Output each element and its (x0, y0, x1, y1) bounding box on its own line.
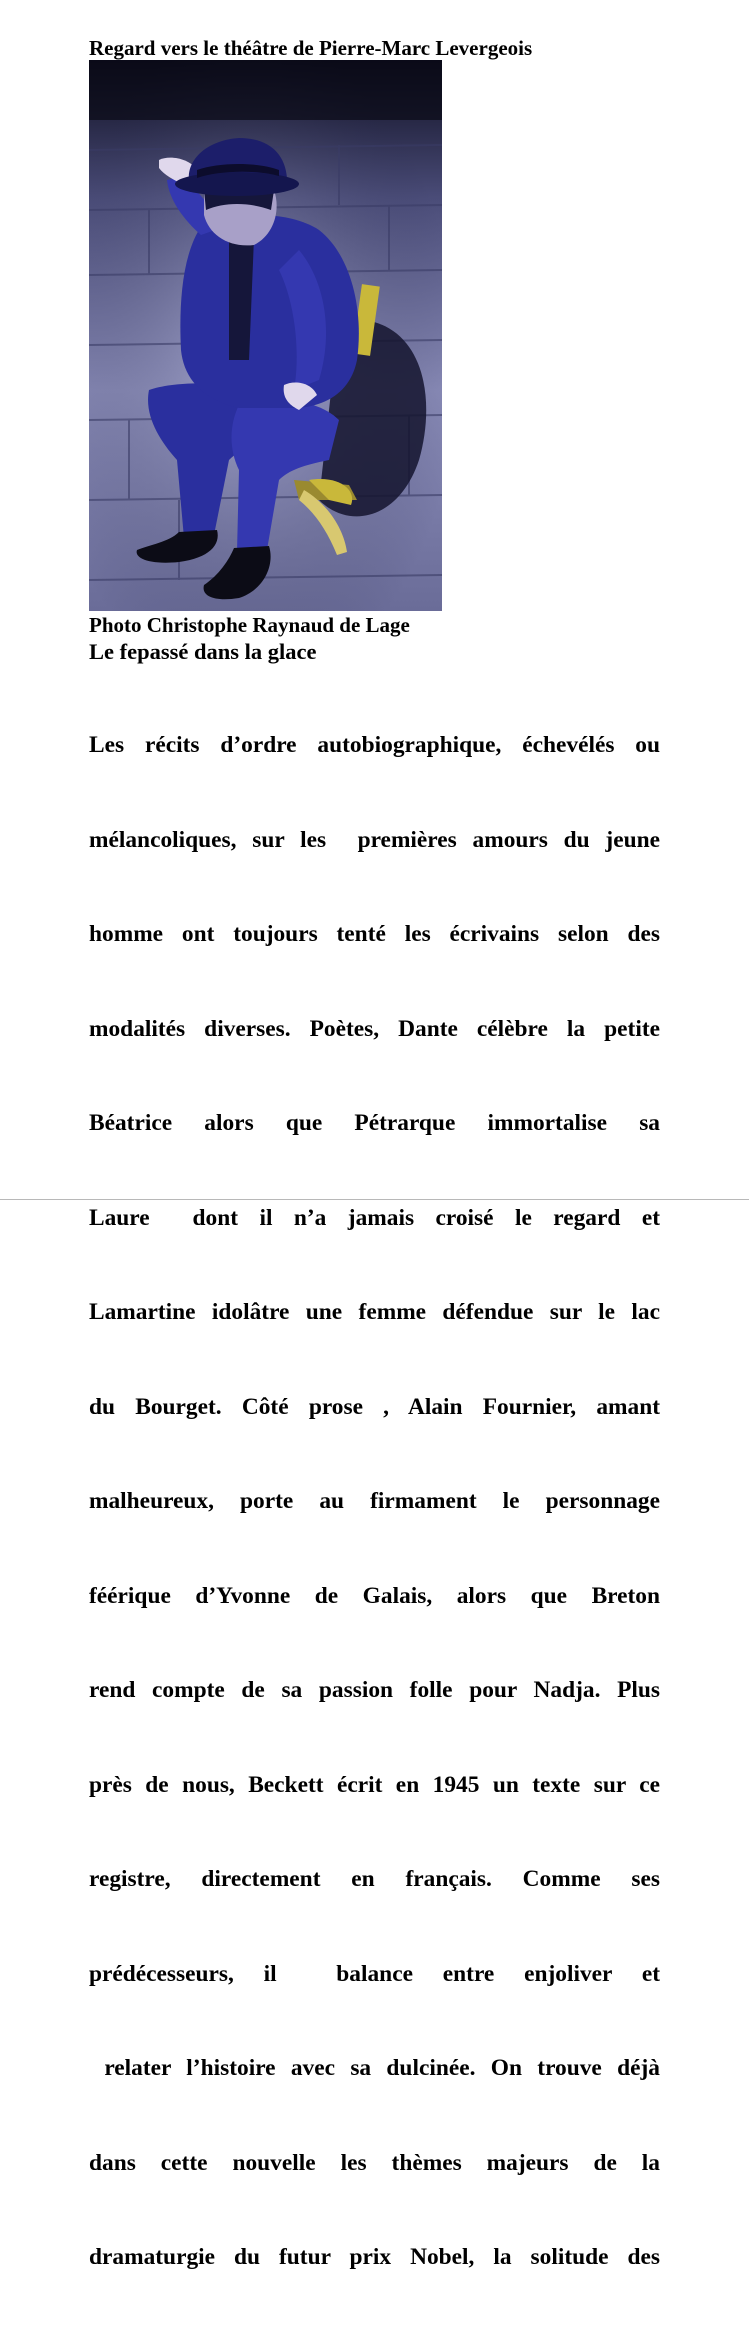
body-line: dans cette nouvelle les thèmes majeurs de la (89, 2149, 660, 2176)
body-line: modalités diverses. Poètes, Dante célèbre la petite (89, 1015, 660, 1042)
article-subtitle: Le fepassé dans la glace (89, 639, 317, 664)
body-line: mélancoliques, sur les premières amours du jeune (89, 826, 660, 853)
body-line: malheureux, porte au firmament le personnage (89, 1488, 660, 1514)
body-line: prédécesseurs, il balance entre enjoliver et (89, 1960, 660, 1987)
body-line: du Bourget. Côté prose , Alain Fournier, amant (89, 1393, 660, 1420)
body-line: Laure dont il n’a jamais croisé le regard et (89, 1204, 660, 1231)
body-line: dramaturgie du futur prix Nobel, la solitude des (89, 2244, 660, 2270)
man-seated-photo-image (89, 60, 442, 611)
body-line: registre, directement en français. Comme ses (89, 1866, 660, 1892)
body-line: relater l’histoire avec sa dulcinée. On trouve déjà (89, 2055, 660, 2081)
photo-caption: Photo Christophe Raynaud de Lage (89, 613, 410, 637)
body-line: Béatrice alors que Pétrarque immortalise sa (89, 1110, 660, 1136)
body-line: Lamartine idolâtre une femme défendue sur le lac (89, 1299, 660, 1325)
body-line: près de nous, Beckett écrit en 1945 un texte sur ce (89, 1771, 660, 1798)
body-line: Les récits d’ordre autobiographique, échevélés ou (89, 732, 660, 758)
article-photo (89, 60, 442, 611)
body-line: féérique d’Yvonne de Galais, alors que Breton (89, 1582, 660, 1609)
body-line: homme ont toujours tenté les écrivains selon des (89, 921, 660, 947)
article-title: Regard vers le théâtre de Pierre-Marc Levergeois (89, 36, 533, 60)
article-body (89, 667, 660, 2337)
page-bottom-divider (0, 1199, 749, 1200)
body-line: rend compte de sa passion folle pour Nadja. Plus (89, 1677, 660, 1703)
